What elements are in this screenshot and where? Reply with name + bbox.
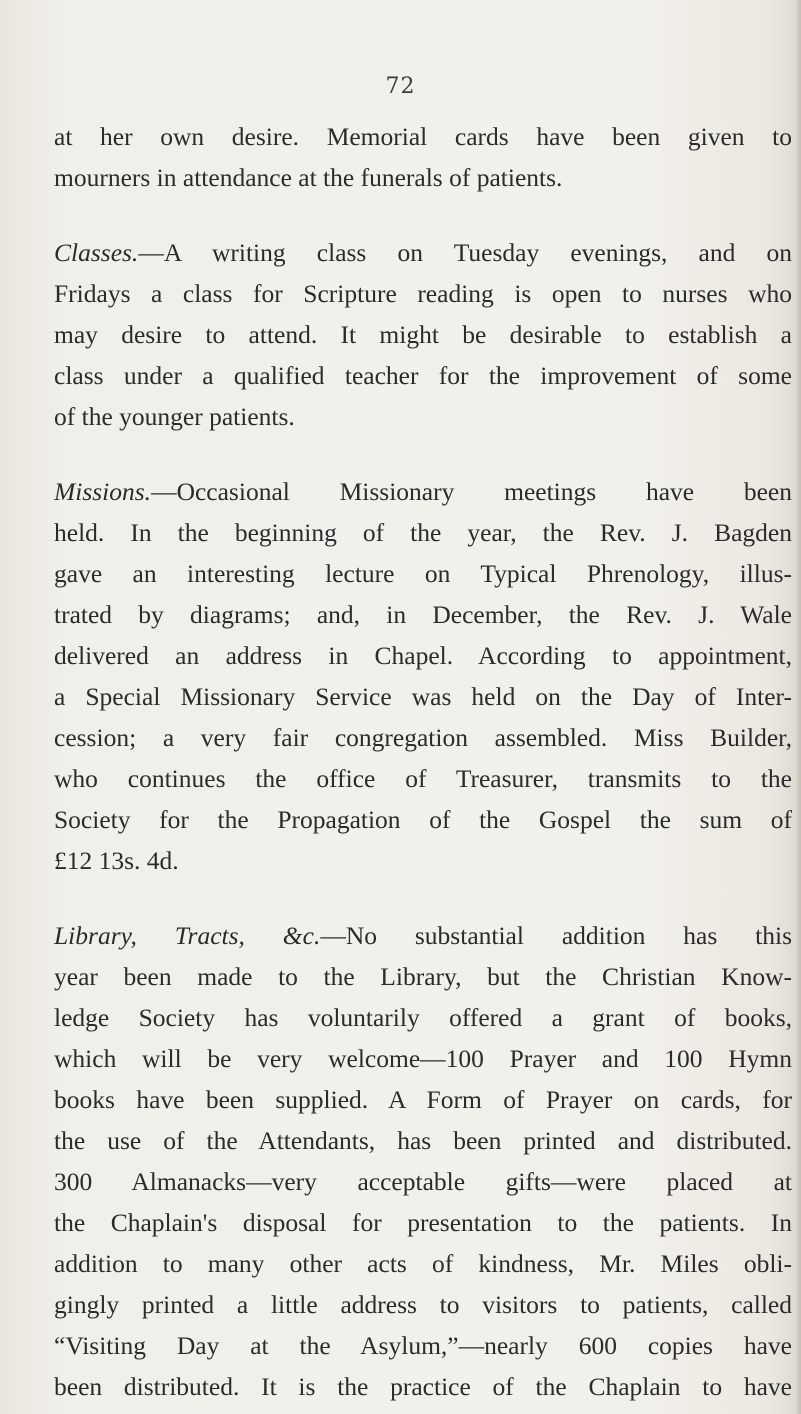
text-line: been distributed. It is the practice of the Chaplain to have (54, 1372, 792, 1401)
text-line: £12 13s. 4d. (54, 846, 179, 875)
text-line: “Visiting Day at the Asylum,”—nearly 600 copies have (54, 1331, 792, 1360)
text-line: books have been supplied. A Form of Prayer on cards, for (54, 1085, 792, 1114)
text-line: gingly printed a little address to visitors to patients, called (54, 1290, 792, 1319)
text-line: trated by diagrams; and, in December, the Rev. J. Wale (54, 600, 792, 629)
text-line: who continues the office of Treasurer, transmits to the (54, 764, 792, 793)
text-line: held. In the beginning of the year, the Rev. J. Bagden (54, 518, 792, 547)
paragraph-heading-library: Library, Tracts, &c. (54, 921, 321, 950)
page-edge-shadow (795, 0, 801, 1414)
text-line: cession; a very fair congregation assembled. Miss Builder, (54, 723, 792, 752)
text-line: 300 Almanacks—very acceptable gifts—were placed at (54, 1167, 792, 1196)
paragraph-heading-classes: Classes. (54, 238, 139, 267)
text-line: Fridays a class for Scripture reading is open to nurses who (54, 279, 792, 308)
text-line: which will be very welcome—100 Prayer and 100 Hymn (54, 1044, 792, 1073)
text-line: mourners in attendance at the funerals of patients. (54, 163, 563, 192)
page-number: 72 (385, 74, 416, 99)
text-line: ledge Society has voluntarily offered a grant of books, (54, 1003, 792, 1032)
text-line: gave an interesting lecture on Typical Phrenology, illus- (54, 559, 792, 588)
text-line: year been made to the Library, but the Christian Know- (54, 962, 792, 991)
text-line: the use of the Attendants, has been printed and distributed. (54, 1126, 792, 1155)
text-line-content: —No substantial addition has this (320, 921, 792, 950)
text-line: of the younger patients. (54, 402, 295, 431)
text-line: a Special Missionary Service was held on the Day of Inter- (54, 682, 792, 711)
text-line: at her own desire. Memorial cards have been given to (54, 122, 792, 151)
text-line: Society for the Propagation of the Gospel the sum of (54, 805, 792, 834)
text-line: addition to many other acts of kindness, Mr. Miles obli- (54, 1249, 792, 1278)
text-line (54, 921, 792, 951)
text-line (54, 477, 792, 507)
text-line-content: —A writing class on Tuesday evenings, and on (138, 238, 792, 267)
text-line-content: —Occasional Missionary meetings have been (151, 477, 792, 506)
paragraph-heading-missions: Missions. (54, 477, 152, 506)
text-line: may desire to attend. It might be desirable to establish a (54, 320, 792, 349)
text-line: the Chaplain's disposal for presentation to the patients. In (54, 1208, 792, 1237)
text-line (54, 238, 792, 268)
text-line: class under a qualified teacher for the improvement of some (54, 361, 792, 390)
text-line: delivered an address in Chapel. According to appointment, (54, 641, 792, 670)
